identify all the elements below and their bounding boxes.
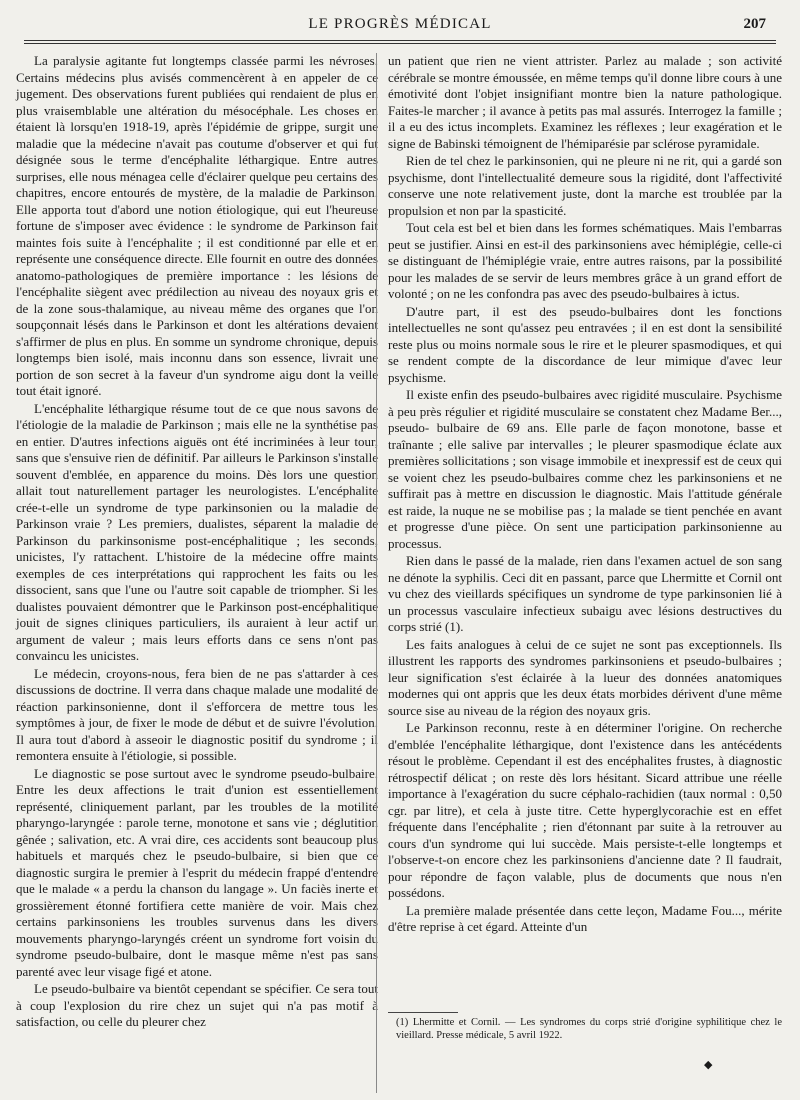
paragraph: Le Parkinson reconnu, reste à en déterminer l'origine. On recherche d'emblée l'encéphalite léthargique, dont l'existence dans les antécédents résout le problème. Cependant il est des encéphalites frustes, à diagnostic rétrospectif délicat ; on reste dès lors hésitant. Sicard attribue une réelle importance à l'exagération du sucre céphalo-rachidien (taux normal : 0,50 cgr. par litre), et cela à juste titre. Cette hyperglycorachie est en effet fréquente dans l'encéphalite ; rien d'étonnant par suite à la retrouver au cours d'un syndrome qui lui succède. Mais persiste-t-elle longtemps et l'observe-t-on encore chez les parkinsoniens d'ancienne date ? Il faudrait, pour répondre de façon valable, plus de documents que nous n'en possédons.: [388, 720, 782, 900]
right-column: [388, 53, 782, 936]
footnote: [396, 1016, 782, 1042]
header-rule: [24, 40, 776, 41]
header-rule-double: [24, 43, 776, 44]
paragraph: Il existe enfin des pseudo-bulbaires avec rigidité musculaire. Psychisme à peu près régulier et rigidité musculaire se constatent chez Madame Ber..., pseudo- bulbaire de 69 ans. Elle parle de façon monotone, basse et traînante ; elle salive par intervalles ; le pleurer spasmodique éclate aux premières sollicitations ; son visage immobile et inexpressif est de ceux qui se voient chez les pseudo-bulbaires comme chez les parkinsoniens et ne suffirait pas à mettre en discussion le diagnostic. Mais l'attitude générale est raide, la nuque ne se mobilise pas ; la malade se tient penchée en avant et progresse d'une pièce. On sent une participation parkinsonienne au processus.: [388, 387, 782, 551]
paragraph: La première malade présentée dans cette leçon, Madame Fou..., mérite d'être reprise à cet égard. Atteinte d'un: [388, 902, 782, 934]
paragraph: Le pseudo-bulbaire va bientôt cependant se spécifier. Ce sera tout à coup l'explosion du rire chez un sujet qui n'a pas motif à satisfaction, ou celle du pleurer chez: [16, 981, 378, 1029]
footnote-text: (1) Lhermitte et Cornil. — Les syndromes du corps strié d'origine syphilitique chez le vieillard. Presse médicale, 5 avril 1922.: [396, 1017, 782, 1041]
page-header: [24, 12, 776, 42]
paragraph: Tout cela est bel et bien dans les formes schématiques. Mais l'embarras peut se justifier. Ainsi en est-il des parkinsoniens avec hémiplégie, celle-ci se distinguant de l'hémiplégie vraie, entre autres raisons, par la possibilité pour les malades de se servir de leurs membres grâce à un grand effort de volonté ; on ne les confondra pas avec des pseudo-bulbaires à ictus.: [388, 220, 782, 301]
journal-title: LE PROGRÈS MÉDICAL: [308, 16, 492, 32]
left-column: [16, 53, 378, 1031]
paragraph: Le médecin, croyons-nous, fera bien de ne pas s'attarder à ces discussions de doctrine. Il verra dans chaque malade une modalité de réaction parkinsonienne, dont il s'efforcera de mettre tous les symptômes à jour, de fixer le mode de début et de suivre l'évolution. Il aura tout d'abord à asseoir le diagnostic positif du syndrome ; il remontera ensuite à l'étiologie, si possible.: [16, 665, 378, 763]
footnote-rule: [388, 1012, 458, 1013]
page-number: 207: [743, 16, 766, 32]
column-divider: [376, 53, 377, 1093]
paragraph: Les faits analogues à celui de ce sujet ne sont pas exceptionnels. Ils illustrent les rapports des syndromes parkinsoniens et pseudo-bulbaires ; leur signification s'est éclairée à la lueur des données anatomiques modernes qui ont appris que les deux états morbides dérivent d'une même source sise au niveau de la région des noyaux gris.: [388, 636, 782, 718]
paragraph: L'encéphalite léthargique résume tout de ce que nous savons de l'étiologie de la maladie de Parkinson ; mais elle ne la synthétise pas en entier. D'autres infections aiguës ont été incriminées à leur tour, sans que s'ensuive rien de définitif. Par ailleurs le Parkinson s'installe souvent d'emblée, en apparence du moins. Dès lors une question allait tout naturellement partager les neurologistes. L'encéphalite crée-t-elle un syndrome de type parkinsonien ou la maladie de Parkinson vraie ? Les premiers, dualistes, séparent la maladie de Parkinson du parkinsonisme post-encéphalitique ; les seconds, unicistes, l'y rattachent. L'histoire de la médecine offre maints exemples de ces interprétations qui rapprochent les faits ou les dissocient, sans que l'une ou l'autre soit capable de triompher. Si les dualistes pouvaient démontrer que le Parkinson post-encéphalitique jouit de signes cliniques particuliers, ils auraient à leur actif un argument de valeur ; mais leurs efforts dans ce sens n'ont pas convaincu les unicistes.: [16, 400, 378, 663]
paragraph: Le diagnostic se pose surtout avec le syndrome pseudo-bulbaire. Entre les deux affections le trait d'union est essentiellement représenté, cliniquement parlant, par les troubles de la motilité pharyngo-laryngée : parole terne, monotone et sans vie ; déglutition gênée ; salivation, etc. A vrai dire, ces accidents sont beaucoup plus habituels et marqués chez le pseudo-bulbaire, si bien que ce diagnostic surgira le premier à l'esprit du médecin frappé d'entendre que le malade « a perdu la chanson du langage ». Un faciès inerte et grossièrement étonné fortifiera cette manière de voir. Mais chez certains parkinsoniens les troubles survenus dans les divers mouvements pharyngo-laryngés créent un syndrome fort voisin du syndrome pseudo-bulbaire, dont le masque même n'est pas sans parenté avec leur visage figé et atone.: [16, 765, 378, 979]
paragraph: Rien dans le passé de la malade, rien dans l'examen actuel de son sang ne dénote la syphilis. Ceci dit en passant, parce que Lhermitte et Cornil ont vu chez des vieillards spécifiques un syndrome de type parkinsonien lié à un processus vasculaire infectieux subaigu avec lésions destructives du corps strié (1).: [388, 553, 782, 634]
paragraph: Rien de tel chez le parkinsonien, qui ne pleure ni ne rit, qui a gardé son psychisme, dont l'intellectualité demeure sous la rigidité, dont l'affectivité conserve une note relativement juste, dont la marche est troublée par la propulsion et non par la spasticité.: [388, 153, 782, 218]
paragraph: La paralysie agitante fut longtemps classée parmi les névroses. Certains médecins plus avisés commencèrent à en appeler de ce jugement. Des observations furent publiées qui rendaient de plus en plus vraisemblable une altération du mésocéphale. Les choses en étaient là lorsqu'en 1918-19, après l'épidémie de grippe, surgit une maladie que la médecine n'avait pas coutume d'observer et qui fut désignée sous le terme d'encéphalite léthargique. Entre autres surprises, elle nous ménagea celle d'éclairer quelque peu certains des chapitres, encore entourés de mystère, de la maladie de Parkinson. Elle apporta tout d'abord une notion étiologique, qui eut l'heureuse fortune de s'imposer avec évidence : le syndrome de Parkinson fait maintes fois suite à l'encéphalite ; il est conditionné par elle et en représente une conséquence directe. Elle fournit en outre des données anatomo-pathologiques de première importance : les lésions de l'encéphalite siègent avec prédilection au niveau des noyaux gris et de la zone sous-thalamique, au niveau même des organes que l'on soupçonnait lésés dans le Parkinson et dont les altérations devaient s'affirmer de plus en plus. En somme un syndrome chronique, depuis longtemps bien isolé, mais inconnu dans son essence, livrait une portion de son secret à la faveur d'un syndrome aigu dont la veille tout était ignoré.: [16, 53, 378, 398]
paragraph: D'autre part, il est des pseudo-bulbaires dont les fonctions intellectuelles ne sont qu'assez peu entravées ; il en est dont la sensibilité reste plus ou moins normale sous le rire et le pleurer spasmodiques, et qui se rendent compte de la discordance de leur mimique d'avec leur psychisme.: [388, 303, 782, 385]
ornament-diamond-icon: ◆: [704, 1059, 713, 1071]
paragraph: un patient que rien ne vient attrister. Parlez au malade ; son activité cérébrale se montre émoussée, en même temps qu'il donne libre cours à une émotivité dont l'objet insignifiant montre bien la nature pathologique. Faites-le marcher ; il avance à petits pas mal assurés. Interrogez la famille ; il a eu des ictus incomplets. Examinez les réflexes ; leur exagération et le signe de Babinski témoignent de l'hémiparésie par sclérose pyramidale.: [388, 53, 783, 151]
